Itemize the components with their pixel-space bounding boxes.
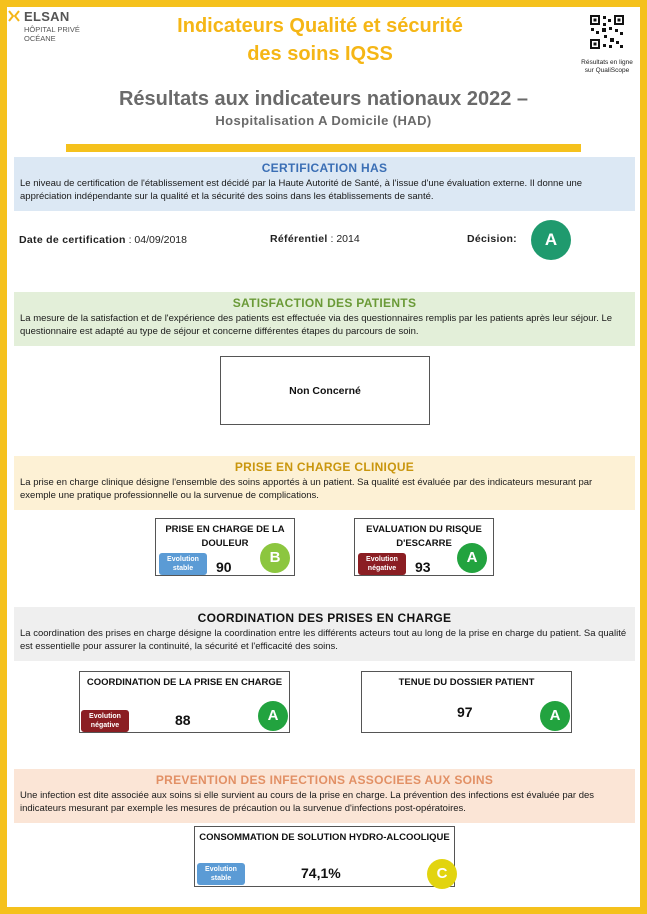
satisfaction-status: Non Concerné (289, 385, 361, 397)
qr-code-icon[interactable] (589, 14, 625, 50)
evolution-badge: Evolution stable (159, 553, 207, 575)
indicator-value: 88 (175, 712, 191, 728)
logo-subtitle: HÔPITAL PRIVÉ OCÉANE (24, 25, 80, 43)
grade-badge: C (427, 859, 457, 889)
certification-title: CERTIFICATION HAS (261, 161, 388, 175)
clinical-section (14, 456, 635, 510)
satisfaction-title: SATISFACTION DES PATIENTS (232, 296, 417, 310)
satisfaction-section (14, 292, 635, 346)
certification-text: Le niveau de certification de l'établissement est décidé par la Haute Autorité de Santé, à l'issue d'une évaluation externe. Il donne une appréciation indépendante sur la qualité et la sécurité des soins dans les établissements de santé. (20, 178, 583, 202)
certification-date: Date de certification : 04/09/2018 (19, 234, 187, 246)
satisfaction-text: La mesure de la satisfaction et de l'expérience des patients est effectuée via des questionnaires remplis par les patients après leur séjour. Le questionnaire est adapté au type de séjour et concerne différentes étapes du parcours de soin. (20, 313, 613, 337)
grade-badge: A (540, 701, 570, 731)
clinical-text: La prise en charge clinique désigne l'ensemble des soins apportés à un patient. Sa qualité est évaluée par des indicateurs mesurant par exemple une pratique professionnelle ou la survenue de complications. (20, 477, 593, 501)
indicator-dossier-patient (361, 671, 572, 733)
evolution-badge: Evolution stable (197, 863, 245, 885)
grade-badge: A (258, 701, 288, 731)
satisfaction-status-box (220, 356, 430, 425)
indicator-title: TENUE DU DOSSIER PATIENT (398, 677, 535, 688)
certification-section (14, 157, 635, 211)
indicator-douleur (155, 518, 295, 576)
results-title: Résultats aux indicateurs nationaux 2022 – (118, 88, 529, 110)
indicator-sha (194, 826, 455, 887)
indicator-title: COORDINATION DE LA PRISE EN CHARGE (86, 677, 283, 688)
indicator-escarre (354, 518, 494, 576)
indicator-title: EVALUATION DU RISQUE D'ESCARRE (366, 524, 482, 549)
infection-text: Une infection est dite associée aux soins si elle survient au cours de la prise en charge. La prévention des infections est évaluée par des indicateurs mesurant par exemple les mesures de précaution ou la survenue d'infections post-opératoires. (20, 790, 595, 814)
coordination-text: La coordination des prises en charge désigne la coordination entre les différents acteurs tout au long de la prise en charge du patient. Sa qualité est essentielle pour assurer la continuité, la sécurité et l'efficacité des soins. (20, 628, 627, 652)
grade-badge: B (260, 543, 290, 573)
indicator-title: CONSOMMATION DE SOLUTION HYDRO-ALCOOLIQUE (199, 832, 450, 843)
indicator-title: PRISE EN CHARGE DE LA DOULEUR (165, 524, 285, 549)
coordination-title: COORDINATION DES PRISES EN CHARGE (197, 611, 452, 625)
indicator-value: 74,1% (301, 865, 341, 881)
certification-decision-label: Décision: (467, 233, 517, 245)
elsan-logo-icon (8, 10, 20, 22)
clinical-title: PRISE EN CHARGE CLINIQUE (234, 460, 415, 474)
page-title: Indicateurs Qualité et sécurité des soins IQSS (177, 15, 463, 65)
title-divider (66, 144, 581, 152)
indicator-value: 93 (415, 559, 431, 575)
evolution-badge: Evolution négative (81, 710, 129, 732)
indicator-value: 90 (216, 559, 232, 575)
infection-title: PREVENTION DES INFECTIONS ASSOCIEES AUX SOINS (155, 773, 494, 787)
grade-badge: A (457, 543, 487, 573)
logo-brand: ELSAN (24, 9, 70, 24)
indicator-value: 97 (457, 704, 473, 720)
evolution-badge: Evolution négative (358, 553, 406, 575)
certification-referentiel: Référentiel : 2014 (270, 233, 360, 245)
elsan-logo (8, 8, 88, 58)
results-subtitle: Hospitalisation A Domicile (HAD) (215, 113, 432, 128)
coordination-section (14, 607, 635, 661)
qr-caption: Résultats en ligne sur QualiScope (581, 59, 633, 74)
certification-grade-badge: A (531, 220, 571, 260)
indicator-coordination (79, 671, 290, 733)
infection-section (14, 769, 635, 823)
